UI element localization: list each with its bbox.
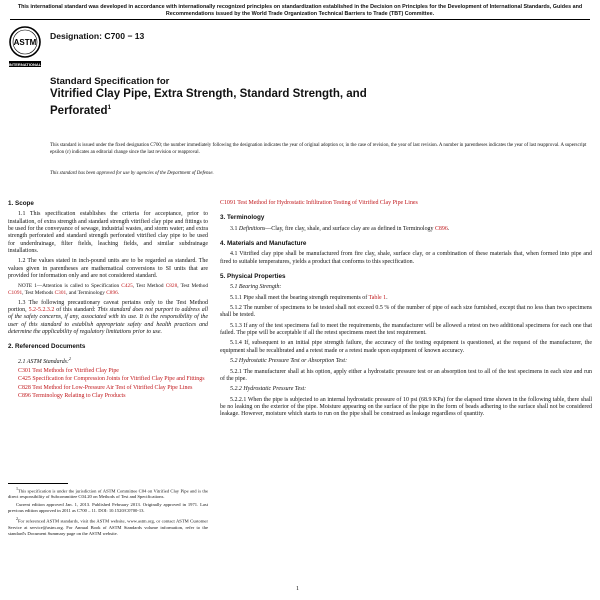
paragraph-1-3 <box>8 300 208 337</box>
safety-caveat: This standard does not purport to address all of the safety concerns, if any, associated with its use. It is the responsibility of the user of this standard to establish appropriate safety and health practices and determine the applicability of regulatory limitations prior to use. <box>8 306 208 335</box>
right-column <box>220 200 592 422</box>
section-heading-materials: 4. Materials and Manufacture <box>220 240 307 248</box>
paragraph-text: 1.3 The following precautionary caveat pertains only to the Test Method portion, <box>8 299 208 313</box>
reference-code-link[interactable]: C896 <box>18 393 31 400</box>
footnotes <box>8 486 208 538</box>
link-c1091[interactable]: C1091 <box>8 290 23 297</box>
paragraph-5-2-2-1: 5.2.2.1 When the pipe is subjected to an internal hydrostatic pressure of 10 psi (68.9 KPa) for the elapsed time shown in the following table, there shall be no leaking on the exterior of the pipe. Moisture appearing on the surface of the pipe in the form of beads adhering to the surface shall not be considered leakage. However, moisture which starts to run on the pipe shall be construed as leakage regardless of quantity. <box>220 396 592 418</box>
note-1 <box>8 283 208 296</box>
footnote-mark: 1 <box>16 486 18 491</box>
logo-text: ASTM <box>13 38 37 47</box>
document-title <box>50 76 470 119</box>
paragraph-5-1: 5.1 Bearing Strength: <box>230 284 282 291</box>
issuance-statement: This standard is issued under the fixed designation C700; the number immediately following the designation indicates the year of original adoption or, in the case of revision, the year of last revision. A number in parentheses indicates the year of last reapproval. A superscript epsilon (ε) indicates an editorial change since the last revision or reapproval. <box>50 143 587 155</box>
paragraph-5-1-2: 5.1.2 The number of specimens to be tested shall not exceed 0.5 % of the number of pipe of each size furnished, except that no less than two specimens shall be tested. <box>220 305 592 319</box>
reference-title[interactable]: Test Methods for Vitrified Clay Pipe <box>30 368 119 375</box>
note-text: , Test Method <box>132 283 166 290</box>
footnote-text: This specification is under the jurisdiction of ASTM Committee C04 on Vitrified Clay Pipe and is the direct responsibility of Subcommittee C04.20 on Methods of Test and Specifications. <box>8 488 208 500</box>
link-c828[interactable]: C828 <box>165 283 178 290</box>
link-c425[interactable]: C425 <box>121 283 133 290</box>
title-line-2: Vitrified Clay Pipe, Extra Strength, Standard Strength, and <box>50 88 367 100</box>
title-line-1: Standard Specification for <box>50 76 170 87</box>
reference-code-link[interactable]: C301 <box>18 368 31 375</box>
tbt-notice: This international standard was developed in accordance with internationally recognized principles on standardization established in the Decision on Principles for the Development of International Standards, Guides and Recommendations issued by the World Trade Organization Technical Barriers to Trade (TBT) Committee. <box>17 4 583 17</box>
reference-title[interactable]: Test Method for Hydrostatic Infiltration Testing of Vitrified Clay Pipe Lines <box>235 200 418 206</box>
astm-standards-label <box>18 355 208 366</box>
dod-approval-statement: This standard has been approved for use by agencies of the Department of Defense. <box>50 171 214 176</box>
astm-logo-icon <box>8 25 42 71</box>
paragraph-1-1: 1.1 This specification establishes the criteria for acceptance, prior to installation, of extra strength and standard strength vitrified clay pipe and fittings to be used for the conveyance of sewage, industrial wastes, and storm water; and extra strength perforated and standard strength perforated vitrified clay pipe to be used for underdrainage, filter fields, leaching fields, and similar subdrainage installations. <box>8 211 208 255</box>
footnote-2 <box>8 516 208 536</box>
reference-title[interactable]: Test Method for Low-Pressure Air Test of Vitrified Clay Pipe Lines <box>30 384 193 391</box>
reference-item <box>18 368 208 375</box>
footnote-divider <box>8 483 68 484</box>
header-divider <box>10 19 590 20</box>
link-c301[interactable]: C301 <box>54 290 67 297</box>
section-heading-physical-properties: 5. Physical Properties <box>220 273 286 281</box>
paragraph-text: Definitions <box>238 225 266 232</box>
link-c1091[interactable]: C1091 <box>220 200 236 206</box>
link-table-1[interactable]: Table 1 <box>368 294 387 301</box>
link-c896[interactable]: C896 <box>434 225 448 232</box>
paragraph-text: . <box>447 225 450 232</box>
reference-title[interactable]: Terminology Relating to Clay Products <box>30 393 126 400</box>
astm-standards-text: 2.1 ASTM Standards: <box>18 358 69 365</box>
page-number: 1 <box>296 585 300 592</box>
footnote-mark: 2 <box>68 355 71 361</box>
title-line-3-text: Perforated <box>50 105 108 118</box>
paragraph-5-1-3: 5.1.3 If any of the test specimens fail to meet the requirements, the manufacturer will be allowed a retest on two additional specimens for each one that failed. The pipe will be acceptable if all the retest specimens meet the test requirement. <box>220 322 592 337</box>
note-text: NOTE 1—Attention is called to Specification <box>18 283 122 290</box>
note-text: , Test Method <box>177 283 208 290</box>
paragraph-1-2: 1.2 The values stated in inch-pound units are to be regarded as standard. The values given in parentheses are mathematical conversions to SI units that are provided for information only and are not considered standard. <box>8 258 208 280</box>
section-heading-terminology: 3. Terminology <box>220 214 265 222</box>
link-c896[interactable]: C896 <box>106 290 118 297</box>
paragraph-text: . <box>386 294 388 301</box>
paragraph-text: 3.1 <box>230 225 239 232</box>
reference-item <box>18 376 208 383</box>
section-heading-scope: 1. Scope <box>8 200 34 207</box>
link-section-5-2[interactable]: 5.2-5.2.3.2 <box>28 306 55 313</box>
paragraph-5-2-1: 5.2.1 The manufacturer shall at his option, apply either a hydrostatic pressure test or an absorption test to all of the test specimens in each size and run of the pipe. <box>220 368 592 382</box>
reference-code-link[interactable]: C425 <box>18 376 31 383</box>
footnote-1 <box>8 486 208 500</box>
designation: Designation: C700 − 13 <box>50 31 145 41</box>
reference-item <box>18 393 208 400</box>
footnote-text: For referenced ASTM standards, visit the ASTM website, www.astm.org, or contact ASTM Customer Service at service@astm.org. For Annual Book of ASTM Standards volume information, refer to the standard's Document Summary page on the ASTM website. <box>8 518 208 536</box>
paragraph-3-1 <box>220 226 592 233</box>
paragraph-4-1: 4.1 Vitrified clay pipe shall be manufactured from fire clay, shale, surface clay, or a combination of these materials that, when formed into pipe and fired to suitable temperatures, yields a product that conforms to this specification. <box>220 251 592 265</box>
note-text: , Test Methods <box>22 290 55 297</box>
note-text: . <box>117 290 120 297</box>
title-footnote-mark: 1 <box>107 104 112 112</box>
note-text: , and Terminology <box>66 290 107 297</box>
paragraph-5-1-1 <box>220 295 592 302</box>
reference-item <box>220 200 592 207</box>
section-heading-referenced-documents: 2. Referenced Documents <box>8 343 86 351</box>
title-line-3 <box>50 101 470 118</box>
footnote-mark: 2 <box>16 516 18 522</box>
paragraph-5-2-2: 5.2.2 Hydrostatic Pressure Test: <box>230 386 307 393</box>
paragraph-5-2: 5.2 Hydrostatic Pressure Test or Absorption Test: <box>230 358 348 365</box>
paragraph-text: —Clay, fire clay, shale, and surface clay are as defined in Terminology <box>265 225 435 232</box>
paragraph-5-1-4: 5.1.4 If, subsequent to an initial pipe strength failure, the accuracy of the testing equipment is questioned, at the request of the manufacturer, the equipment shall be recalibrated and a retest made or a retest made upon equipment of known accuracy. <box>220 340 592 354</box>
referenced-documents-list <box>8 368 208 400</box>
footnote-1-edition: Current edition approved Jan. 1, 2013. Published February 2013. Originally approved in 1971. Last previous edition approved in 2011 as C700 – 11. DOI: 10.1520/C0700-13. <box>8 502 208 514</box>
reference-title[interactable]: Specification for Compression Joints for Vitrified Clay Pipe and Fittings <box>30 376 205 383</box>
left-column <box>8 200 208 401</box>
paragraph-text: 5.1.1 Pipe shall meet the bearing strength requirements of <box>230 294 369 301</box>
paragraph-text: of this standard: <box>54 306 98 313</box>
reference-code-link[interactable]: C828 <box>18 384 31 391</box>
logo-subtext: INTERNATIONAL <box>8 62 42 67</box>
reference-item <box>18 385 208 392</box>
